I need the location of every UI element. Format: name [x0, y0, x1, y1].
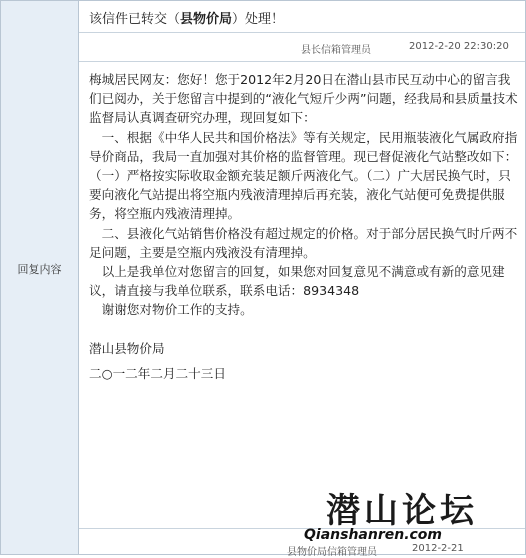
reply-date: 二○一二年二月二十三日	[89, 365, 226, 381]
reply-paragraph-1: 梅城居民网友：您好！您于2012年2月20日在潜山县市民互动中心的留言我们已阅办，关于您留言中提到的“液化气短斤少两”问题，经我局和县质量技术监督局认真调查研究办理，现回复如下：	[89, 72, 518, 126]
reply-paragraph-2: 一、根据《中华人民共和国价格法》等有关规定，民用瓶装液化气属政府指导价商品，我局一直加强对其价格的监督管理。现已督促液化气站整改如下：（一）严格按实际收取金额充装足额斤两液化气。（二）广大居民换气时，只要向液化气站提出将空瓶内残液清理掉后再充装，液化气站便可免费提供服务，将空瓶内残液清理掉。	[89, 129, 518, 222]
watermark-cn: 潜山论坛	[326, 491, 478, 531]
divider	[79, 61, 525, 62]
reply-content	[79, 1, 525, 558]
forward-notice	[89, 8, 284, 27]
notice-prefix: 该信件已转交（	[89, 12, 181, 27]
reply-paragraph-3: 二、县液化气站销售价格没有超过规定的价格。对于部分居民换气时斤两不足问题，主要是空瓶内残液没有清理掉。	[89, 225, 518, 260]
notice-suffix: ）处理！	[232, 12, 285, 27]
top-author: 县长信箱管理员	[301, 45, 371, 56]
reply-content-label: 回复内容	[17, 263, 62, 276]
divider	[79, 32, 525, 33]
notice-dept: 县物价局	[180, 12, 233, 27]
forum-watermark	[304, 483, 524, 553]
reply-signature: 潜山县物价局	[89, 340, 165, 356]
reply-paragraph-5: 谢谢您对物价工作的支持。	[101, 302, 253, 318]
reply-body	[89, 70, 519, 383]
bottom-author: 县物价局信箱管理员	[287, 547, 377, 558]
reply-paragraph-4: 以上是我单位对您留言的回复，如果您对回复意见不满意或有新的意见建议，请直接与我单位联系，联系电话：8934348	[89, 264, 505, 299]
top-timestamp: 2012-2-20 22:30:20	[409, 41, 509, 52]
bottom-timestamp: 2012-2-21	[412, 543, 464, 554]
reply-label-column	[1, 1, 79, 554]
watermark-en: Qianshanren.com	[304, 527, 443, 543]
